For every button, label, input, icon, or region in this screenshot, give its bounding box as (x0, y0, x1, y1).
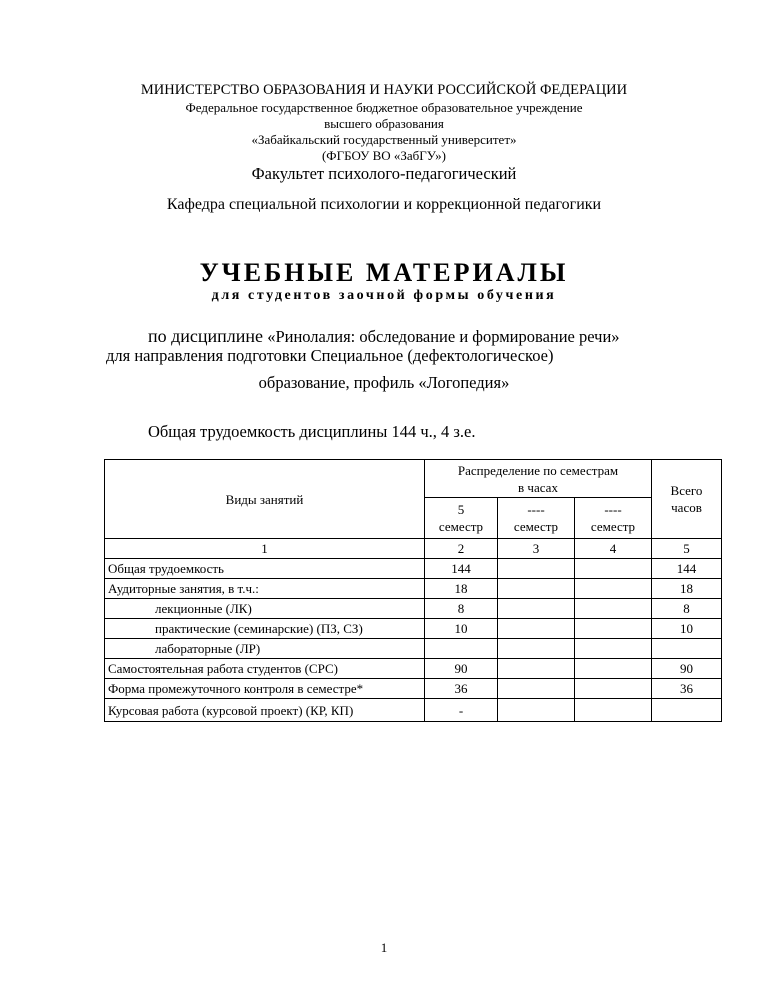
hours-table (104, 459, 722, 722)
cell-semester-3 (575, 639, 652, 659)
header-total-line2: часов (671, 500, 702, 515)
cell-semester-2 (498, 659, 575, 679)
cell-semester-3 (575, 619, 652, 639)
semester-label: семестр (590, 519, 636, 534)
cell-semester-2 (498, 679, 575, 699)
column-number: 5 (652, 539, 722, 559)
direction-line: для направления подготовки Специальное (дефектологическое) (106, 346, 554, 365)
table-row (105, 679, 722, 699)
cell-semester-3 (575, 559, 652, 579)
column-number: 3 (498, 539, 575, 559)
cell-semester-2 (498, 699, 575, 722)
cell-total: 8 (652, 599, 722, 619)
column-number: 1 (105, 539, 425, 559)
ministry-name: МИНИСТЕРСТВО ОБРАЗОВАНИЯ И НАУКИ РОССИЙСКОЙ ФЕДЕРАЦИИ (140, 82, 628, 98)
semester-number: ---- (604, 502, 622, 517)
cell-semester-1: - (425, 699, 498, 722)
institution-type: Федеральное государственное бюджетное образовательное учреждение (185, 100, 583, 115)
header-semester-2 (498, 498, 575, 539)
header-distribution (425, 460, 652, 498)
cell-semester-3 (575, 599, 652, 619)
discipline-line (148, 326, 620, 347)
row-label: Курсовая работа (курсовой проект) (КР, КП) (105, 699, 425, 722)
row-label: Аудиторные занятия, в т.ч.: (105, 579, 425, 599)
column-number: 2 (425, 539, 498, 559)
faculty-name: Факультет психолого-педагогический (251, 164, 517, 183)
cell-semester-2 (498, 579, 575, 599)
institution-level: высшего образования (324, 116, 444, 131)
department-name: Кафедра специальной психологии и коррекционной педагогики (166, 196, 602, 213)
cell-total: 36 (652, 679, 722, 699)
cell-semester-2 (498, 599, 575, 619)
cell-semester-1 (425, 639, 498, 659)
table-row (105, 579, 722, 599)
table-row (105, 599, 722, 619)
header-distribution-line2: в часах (518, 479, 558, 495)
cell-semester-1: 90 (425, 659, 498, 679)
row-label: Самостоятельная работа студентов (СРС) (105, 659, 425, 679)
semester-number: 5 (457, 502, 465, 517)
header-semester-1 (425, 498, 498, 539)
header-total-line1: Всего (670, 483, 703, 498)
cell-semester-3 (575, 579, 652, 599)
university-abbreviation: (ФГБОУ ВО «ЗабГУ») (321, 148, 447, 163)
row-label: Общая трудоемкость (105, 559, 425, 579)
discipline-name: «Ринолалия: обследование и формирование речи» (267, 327, 620, 346)
cell-semester-3 (575, 659, 652, 679)
cell-semester-2 (498, 559, 575, 579)
semester-number: ---- (527, 502, 545, 517)
cell-total (652, 699, 722, 722)
semester-label: семестр (513, 519, 559, 534)
cell-semester-2 (498, 619, 575, 639)
cell-semester-1: 10 (425, 619, 498, 639)
row-label: лабораторные (ЛР) (105, 639, 425, 659)
semester-label: семестр (438, 519, 484, 534)
row-label: лекционные (ЛК) (105, 599, 425, 619)
discipline-lead: по дисциплине (148, 326, 264, 346)
page-number: 1 (380, 940, 388, 955)
header-semester-3 (575, 498, 652, 539)
university-name: «Забайкальский государственный университет» (251, 132, 517, 147)
row-label: практические (семинарские) (ПЗ, СЗ) (105, 619, 425, 639)
table-row (105, 699, 722, 722)
row-label: Форма промежуточного контроля в семестре* (105, 679, 425, 699)
document-title: УЧЕБНЫЕ МАТЕРИАЛЫ (199, 258, 569, 287)
cell-semester-1: 36 (425, 679, 498, 699)
column-number-row (105, 539, 722, 559)
document-subtitle: для студентов заочной формы обучения (211, 288, 557, 303)
table-row (105, 559, 722, 579)
cell-semester-1: 144 (425, 559, 498, 579)
cell-semester-1: 8 (425, 599, 498, 619)
column-number: 4 (575, 539, 652, 559)
cell-total: 18 (652, 579, 722, 599)
header-total (652, 460, 722, 539)
cell-total: 144 (652, 559, 722, 579)
cell-semester-2 (498, 639, 575, 659)
cell-semester-3 (575, 679, 652, 699)
table-row (105, 659, 722, 679)
header-distribution-line1: Распределение по семестрам (457, 462, 619, 478)
profile-line: образование, профиль «Логопедия» (258, 373, 510, 392)
cell-total: 10 (652, 619, 722, 639)
header-types: Виды занятий (105, 460, 425, 539)
table-row (105, 639, 722, 659)
cell-semester-3 (575, 699, 652, 722)
table-header-row (105, 460, 722, 498)
table-row (105, 619, 722, 639)
cell-semester-1: 18 (425, 579, 498, 599)
cell-total: 90 (652, 659, 722, 679)
cell-total (652, 639, 722, 659)
total-labor: Общая трудоемкость дисциплины 144 ч., 4 з.е. (148, 422, 476, 441)
